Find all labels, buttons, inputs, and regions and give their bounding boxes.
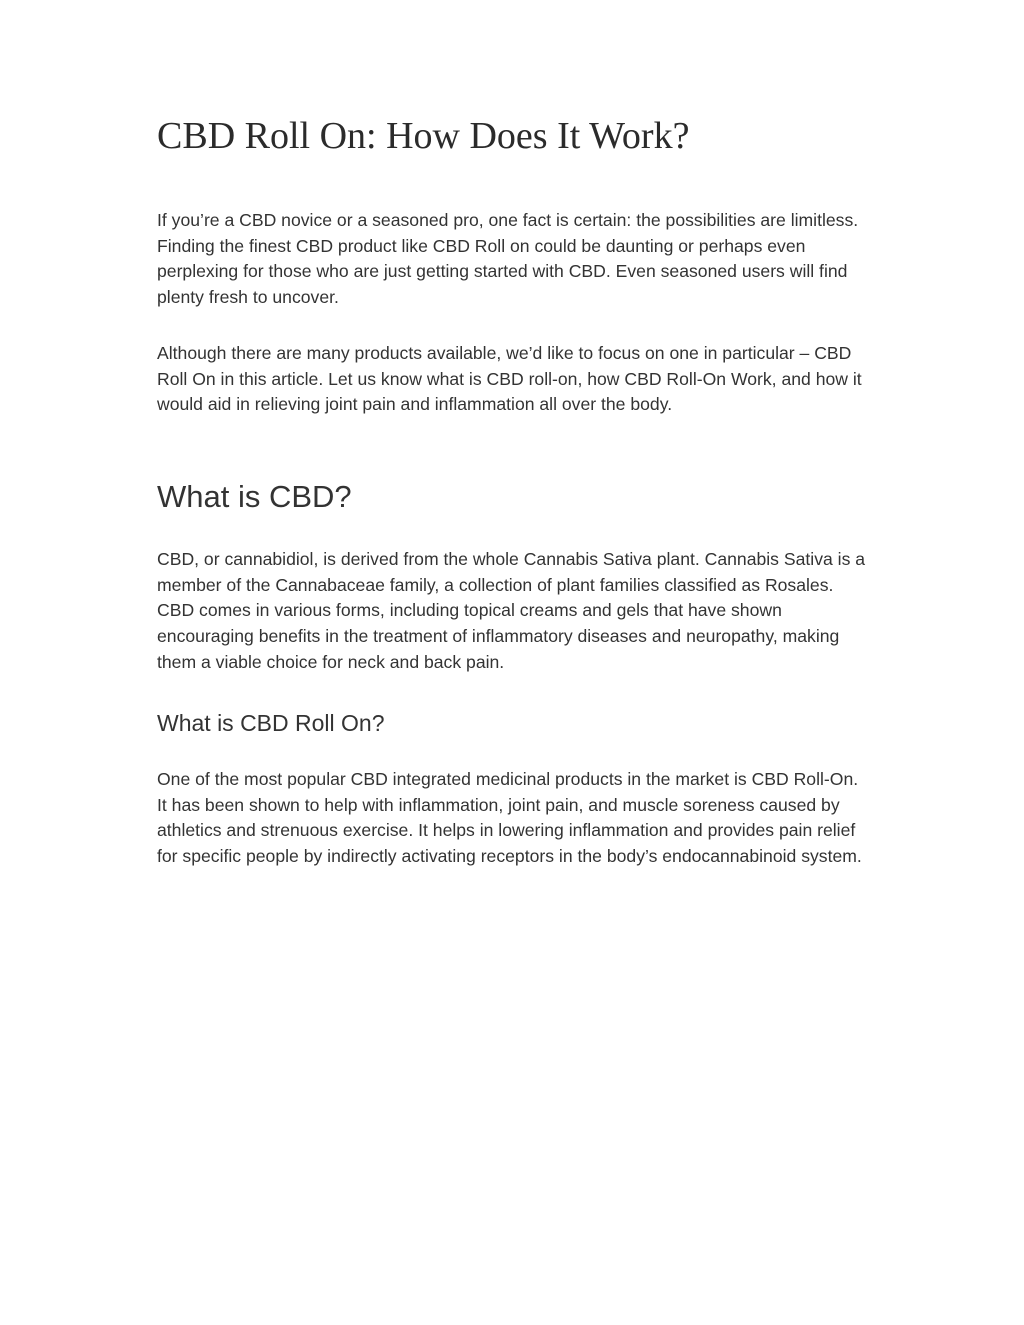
- section-heading-what-is-cbd-roll-on: What is CBD Roll On?: [157, 710, 385, 736]
- intro-paragraph-2: Although there are many products available, we’d like to focus on one in particular – CBD Roll On in this article. Let us know what is CBD roll-on, how CBD Roll-On Work, and how it would aid in relieving joint pain and inflammation all over the body.: [157, 343, 862, 415]
- intro-paragraph-1: If you’re a CBD novice or a seasoned pro, one fact is certain: the possibilities are limitless. Finding the finest CBD product like CBD Roll on could be daunting or perhaps even perplexing for those who are just getting started with CBD. Even seasoned users will find plenty fresh to uncover.: [157, 210, 859, 308]
- section-paragraph-what-is-cbd: CBD, or cannabidiol, is derived from the whole Cannabis Sativa plant. Cannabis Sativa is a member of the Cannabaceae family, a collection of plant families classified as Rosales. CBD comes in various forms, including topical creams and gels that have shown encouraging benefits in the treatment of inflammatory diseases and neuropathy, making them a viable choice for neck and back pain.: [157, 549, 866, 672]
- document-title: CBD Roll On: How Does It Work?: [157, 115, 690, 157]
- section-heading-what-is-cbd: What is CBD?: [157, 479, 352, 514]
- section-paragraph-what-is-cbd-roll-on: One of the most popular CBD integrated medicinal products in the market is CBD Roll-On. It has been shown to help with inflammation, joint pain, and muscle soreness caused by athletics and strenuous exercise. It helps in lowering inflammation and provides pain relief for specific people by indirectly activating receptors in the body’s endocannabinoid system.: [157, 769, 862, 867]
